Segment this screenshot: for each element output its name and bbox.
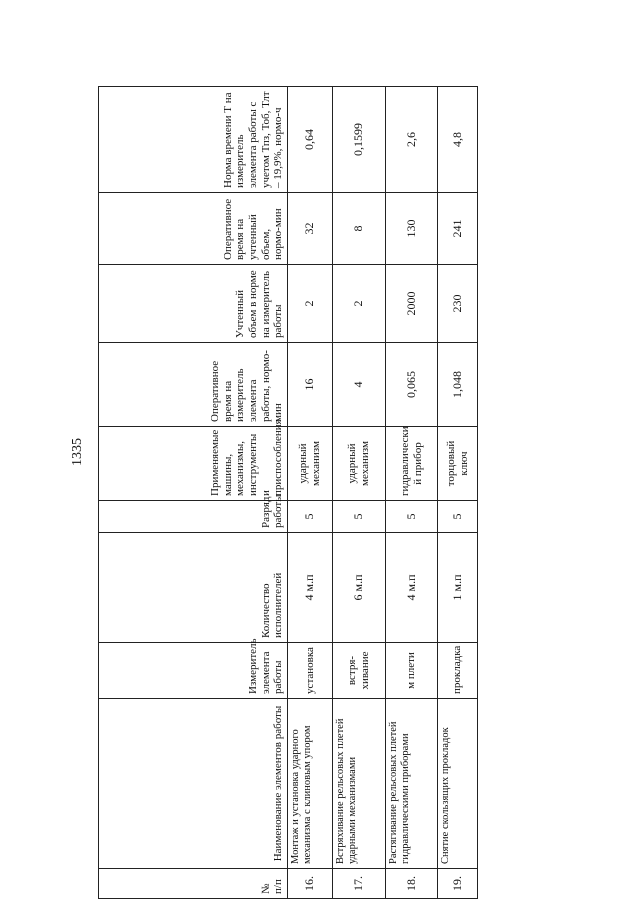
table-row xyxy=(438,87,478,899)
cell-grade: 5 xyxy=(438,501,478,533)
cell-volume: 230 xyxy=(438,265,478,343)
table-row xyxy=(288,87,333,899)
cell-workers: 6 м.п xyxy=(333,533,386,643)
cell-op-time-meter: 16 xyxy=(288,343,333,427)
cell-norm-time: 0,1599 xyxy=(333,87,386,193)
cell-num: 18. xyxy=(386,869,438,899)
cell-name: Снятие скользящих прокладок xyxy=(438,699,478,869)
cell-op-time-meter: 1,048 xyxy=(438,343,478,427)
cell-workers: 4 м.п xyxy=(386,533,438,643)
cell-meter: прокладка xyxy=(438,643,478,699)
cell-norm-time: 4,8 xyxy=(438,87,478,193)
rotated-table-area xyxy=(98,87,470,899)
cell-machines: гидравлически й прибор xyxy=(386,427,438,501)
cell-name: Монтаж и установка ударного механизма с клиновым упором xyxy=(288,699,333,869)
cell-grade: 5 xyxy=(333,501,386,533)
cell-volume: 2000 xyxy=(386,265,438,343)
cell-workers: 1 м.п xyxy=(438,533,478,643)
header-machines: Применяемые машины, механизмы, инструменты и приспособления xyxy=(99,427,288,501)
cell-grade: 5 xyxy=(386,501,438,533)
cell-op-time-volume: 241 xyxy=(438,193,478,265)
cell-grade: 5 xyxy=(288,501,333,533)
header-op-time-meter: Оперативное время на измеритель элемента работы, нормо-мин xyxy=(99,343,288,427)
table-row xyxy=(386,87,438,899)
header-row xyxy=(99,87,288,899)
header-meter: Измеритель элемента работы xyxy=(99,643,288,699)
cell-op-time-meter: 4 xyxy=(333,343,386,427)
header-num: № п/п xyxy=(99,869,288,899)
table-row xyxy=(333,87,386,899)
cell-meter: м плети xyxy=(386,643,438,699)
cell-volume: 2 xyxy=(288,265,333,343)
page-number: 1335 xyxy=(70,438,85,466)
cell-num: 17. xyxy=(333,869,386,899)
cell-machines: ударный механизм xyxy=(333,427,386,501)
cell-norm-time: 0,64 xyxy=(288,87,333,193)
header-norm-time: Норма времени Т на измеритель элемента работы с учетом Тпз, Тоб, Тлт – 19,9%, нормо-ч xyxy=(99,87,288,193)
cell-meter: установка xyxy=(288,643,333,699)
cell-name: Растягивание рельсовых плетей гидравлическими приборами xyxy=(386,699,438,869)
cell-op-time-volume: 8 xyxy=(333,193,386,265)
cell-num: 19. xyxy=(438,869,478,899)
header-op-time-volume: Оперативное время на учтенный объем, нормо-мин xyxy=(99,193,288,265)
cell-name: Встряхивание рельсовых плетей ударными механизмами xyxy=(333,699,386,869)
work-elements-table xyxy=(98,86,478,899)
cell-workers: 4 м.п xyxy=(288,533,333,643)
header-workers: Количество исполнителей xyxy=(99,533,288,643)
header-name: Наименование элементов работы xyxy=(99,699,288,869)
cell-op-time-meter: 0,065 xyxy=(386,343,438,427)
cell-machines: торцовый ключ xyxy=(438,427,478,501)
cell-op-time-volume: 32 xyxy=(288,193,333,265)
cell-machines: ударный механизм xyxy=(288,427,333,501)
cell-meter: встря-хивание xyxy=(333,643,386,699)
cell-num: 16. xyxy=(288,869,333,899)
header-volume: Учтенный объем в норме на измеритель работы xyxy=(99,265,288,343)
cell-norm-time: 2,6 xyxy=(386,87,438,193)
cell-volume: 2 xyxy=(333,265,386,343)
header-grade: Разряд работы xyxy=(99,501,288,533)
cell-op-time-volume: 130 xyxy=(386,193,438,265)
